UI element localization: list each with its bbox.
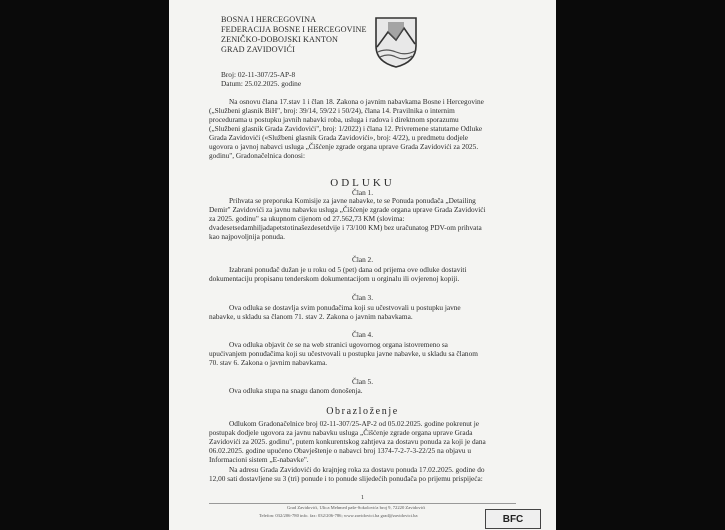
article-3-line: nabavke, u skladu sa članom 71. stav 2. Zakona o javnim nabavkama. — [209, 312, 413, 321]
city-coat-of-arms-icon — [374, 16, 418, 68]
header-federation: FEDERACIJA BOSNE I HERCEGOVINE — [221, 25, 367, 34]
intro-line: ugovora o javnoj nabavci usluga „Čišćenje zgrade organa uprave Grada Zavidovići za 2025. — [209, 142, 479, 151]
article-5-heading: Član 5. — [351, 377, 374, 386]
intro-line: („Službeni glasnik Grada Zavidovići", broj: 1/2022) i člana 12. Privremene statutarne Odluke — [209, 124, 483, 133]
article-4-heading: Član 4. — [351, 330, 374, 339]
justification-heading: Obrazloženje — [326, 406, 399, 417]
justification-line: Informacioni sistem „E-nabavke". — [209, 455, 309, 464]
footer-address: Grad Zavidovići, Ulica Mehmed paše-Sokolovića broj 9, 72220 Zavidovići — [287, 505, 426, 510]
document-page — [169, 0, 556, 530]
article-4-line: 70. stav 6. Zakona o javnim nabavkama. — [209, 358, 328, 367]
footer-divider — [209, 503, 516, 504]
article-1-heading: Član 1. — [351, 188, 374, 197]
justification-line: 12,00 sati dostavljene su 3 (tri) ponude i to ponude slijedećih ponuđača po prijemu prispijeća: — [209, 474, 483, 483]
justification-line: postupak dodjele ugovora za javnu nabavku usluga „Čišćenje zgrade organa uprave Grada — [209, 428, 473, 437]
page-number: 1 — [361, 495, 364, 501]
justification-line: Na adresu Grada Zavidovići do krajnjeg roka za dostavu ponuda 17.02.2025. godine do — [229, 465, 485, 474]
justification-line: Odlukom Gradonačelnice broj 02-11-307/25-AP-2 od 05.02.2025. godine pokrenut je — [229, 419, 480, 428]
header-canton: ZENIČKO-DOBOJSKI KANTON — [221, 35, 338, 44]
article-1-line: Demir" Zavidovići za javnu nabavku usluga „Čišćenje zgrade organa uprave Grada Zavidovići — [209, 205, 486, 214]
article-5-line: Ova odluka stupa na snagu danom donošenja. — [229, 386, 363, 395]
justification-line: 06.02.2025. godine upućeno Obavještenje o nabavci broj 1374-7-2-7-3-22/25 na objavu u — [209, 446, 472, 455]
header-city: GRAD ZAVIDOVIĆI — [221, 45, 295, 54]
document-date: Datum: 25.02.2025. godine — [221, 79, 302, 88]
bfc-logo — [485, 509, 541, 529]
article-1-line: za 2025. godinu" sa ukupnom cijenom od 27.562,73 KM (slovima: — [209, 214, 405, 223]
article-1-line: dvadesetsedamhiljadapetstotinašezdesetdvije i 73/100 KM) bez uračunatog PDV-om prihvata — [209, 223, 482, 232]
article-3-line: Ova odluka se dostavlja svim ponuđačima koji su učestvovali u postupku javne — [229, 303, 461, 312]
article-4-line: upućivanjem ponuđačima koji su učestvovali u postupku javne nabavke, u skladu sa članom — [209, 349, 478, 358]
justification-line: Zavidovići za 2025. godinu", putem konkurentskog zahtjeva za dostavu ponuda za koji je dana — [209, 437, 486, 446]
bfc-logo-text: BFC — [502, 513, 524, 525]
article-1-line: Prihvata se preporuka Komisije za javne nabavke, te se Ponuda ponuđača „Detailing — [229, 196, 476, 205]
intro-line: („Službeni glasnik BiH", broj: 39/14, 59/22 i 50/24), člana 14. Pravilnika o internim — [209, 106, 455, 115]
header-country: BOSNA I HERCEGOVINA — [221, 15, 317, 24]
article-3-heading: Član 3. — [351, 293, 374, 302]
intro-line: Na osnovu člana 17.stav 1 i član 18. Zakona o javnim nabavkama Bosne i Hercegovine — [229, 97, 484, 106]
article-2-heading: Član 2. — [351, 255, 374, 264]
article-1-line: kao najpovoljnija ponuda. — [209, 232, 285, 241]
document-number: Broj: 02-11-307/25-AP-8 — [221, 70, 296, 79]
article-2-line: dokumentaciju propisanu tenderskom dokumentacijom u orginalu ili ovjerenoj kopiji. — [209, 274, 460, 283]
intro-line: godinu", Gradonačelnica donosi: — [209, 151, 305, 160]
footer-contact: Telefon: 032/206-780 info. fax: 032/206-786; www.zavidovici.ba grad@zavidovici.ba — [259, 513, 418, 518]
decision-title: ODLUKU — [330, 177, 395, 189]
intro-line: Grada Zavidovići («Službeni glasnik Grada Zavidovići», broj: 4/22), u predmetu dodjele — [209, 133, 468, 142]
article-4-line: Ova odluka objavit će se na web stranici ugovornog organa istovremeno sa — [229, 340, 448, 349]
article-2-line: Izabrani ponuđač dužan je u roku od 5 (pet) dana od prijema ove odluke dostaviti — [229, 265, 467, 274]
intro-line: procedurama u postupku javnih nabavki roba, usluga i radova i direktnom sporazumu — [209, 115, 459, 124]
